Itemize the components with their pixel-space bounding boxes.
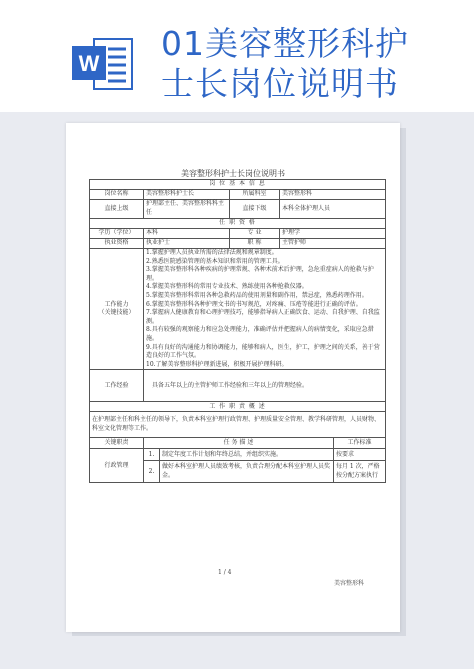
overview-heading: 工 作 职 责 概 述 (90, 402, 386, 412)
banner-title-line2: 士长岗位说明书 (161, 64, 399, 103)
ability-label-line2: （关键技能） (98, 309, 135, 317)
ability-item: 6.掌握美容整形科各种护理文书的书写规范，对疼痛、压疮等能进行正确的评估。 (146, 300, 362, 308)
footer-department: 美容整形科 (334, 580, 365, 587)
job-description-table (89, 179, 386, 483)
major-value: 护理学 (280, 229, 386, 239)
overview-text: 在护理部主任和科主任的领导下，负责本科室护理行政管理、护理质量安全管理、教学科研管理，人员财物、科室文化管理等工作。 (90, 412, 386, 438)
ability-item: 8.具有较强的观察能力和应急处理能力，准确评估并把握病人的病情变化，采取应急措施。 (146, 326, 374, 342)
duty-key-admin: 行政管理 (90, 449, 144, 483)
duty-task-standard: 按要求 (334, 449, 386, 461)
license-label: 执业资格 (90, 239, 144, 249)
professional-title-value: 主管护师 (280, 239, 386, 249)
subordinate-value: 本科全体护理人员 (280, 200, 386, 219)
basic-info-heading: 岗 位 基 本 信 息 (90, 180, 386, 190)
qualification-heading: 任 职 资 格 (90, 219, 386, 229)
ability-label-line1: 工作能力 (104, 300, 129, 308)
ability-item: 9.具有良好的沟通能力和协调能力，能够和病人，医生，护工，护理之间的关系，善于营造良好的工作气氛。 (146, 343, 380, 360)
duty-task-text: 制定年度工作计划和年终总结，并组织实施。 (160, 449, 334, 461)
ability-list (146, 249, 383, 369)
ability-list-cell (144, 249, 386, 370)
license-value: 执业护士 (144, 239, 230, 249)
duty-task-number: 1. (144, 449, 160, 461)
duties-desc-header: 任 务 描 述 (144, 438, 334, 449)
ability-item: 3.掌握美容整形科各种疾病的护理常规、各种术前术后护理，急危重症病人的抢救与护理。 (146, 266, 374, 282)
ability-item: 10.了解美容整形科护理新进展，积极开展护理科研。 (146, 360, 288, 368)
word-icon-letter: W (78, 51, 100, 76)
duty-task-number: 2. (144, 461, 160, 483)
education-value: 本科 (144, 229, 230, 239)
duty-task-standard: 每月 1 次，严格按分配方案执行 (334, 461, 386, 483)
banner-header (0, 0, 474, 112)
experience-label: 工作经验 (90, 370, 144, 402)
duty-task-text: 做好本科室护理人员绩效考核，负责合理分配本科室护理人员奖金。 (160, 461, 334, 483)
banner-title-line1: 01美容整形科护 (161, 24, 409, 63)
ability-item: 2.熟悉医院感染管理的基本知识和常用的管理工具。 (146, 257, 284, 265)
word-document-icon (70, 36, 134, 92)
page-number: 1 / 4 (218, 569, 232, 576)
post-name-value: 美容整形科护士长 (144, 190, 230, 200)
department-value: 美容整形科 (280, 190, 386, 200)
banner-title (161, 24, 461, 104)
experience-value: 具备五年以上的主管护师工作经验和三年以上的管理经验。 (144, 370, 386, 402)
ability-item: 5.掌握美容整形科常用各种急救药品的使用剂量和副作用，禁忌症，熟悉药理作用。 (146, 291, 368, 299)
professional-title-label: 职 称 (230, 239, 280, 249)
ability-item: 7.掌握病人健康教育和心理护理技巧，能够指导病人正确饮食、运动、自我护理、自我监测。 (146, 309, 380, 325)
department-label: 所属科室 (230, 190, 280, 200)
superior-label: 直接上级 (90, 200, 144, 219)
education-label: 学历（学位） (90, 229, 144, 239)
ability-item: 1.掌握护理人员执业所需的法律法规和规章制度。 (146, 249, 278, 256)
duties-key-header: 关键职责 (90, 438, 144, 449)
document-page (66, 123, 400, 632)
major-label: 专 业 (230, 229, 280, 239)
duties-standard-header: 工作标准 (334, 438, 386, 449)
superior-value: 护理部主任、美容整形科科主任 (144, 200, 230, 219)
document-title: 美容整形科护士长岗位说明书 (181, 169, 285, 178)
subordinate-label: 直接下级 (230, 200, 280, 219)
ability-item: 4.掌握美容整形科的常用专业技术、熟练使用各种抢救仪器。 (146, 283, 308, 291)
ability-label (90, 249, 144, 370)
post-name-label: 岗位名称 (90, 190, 144, 200)
